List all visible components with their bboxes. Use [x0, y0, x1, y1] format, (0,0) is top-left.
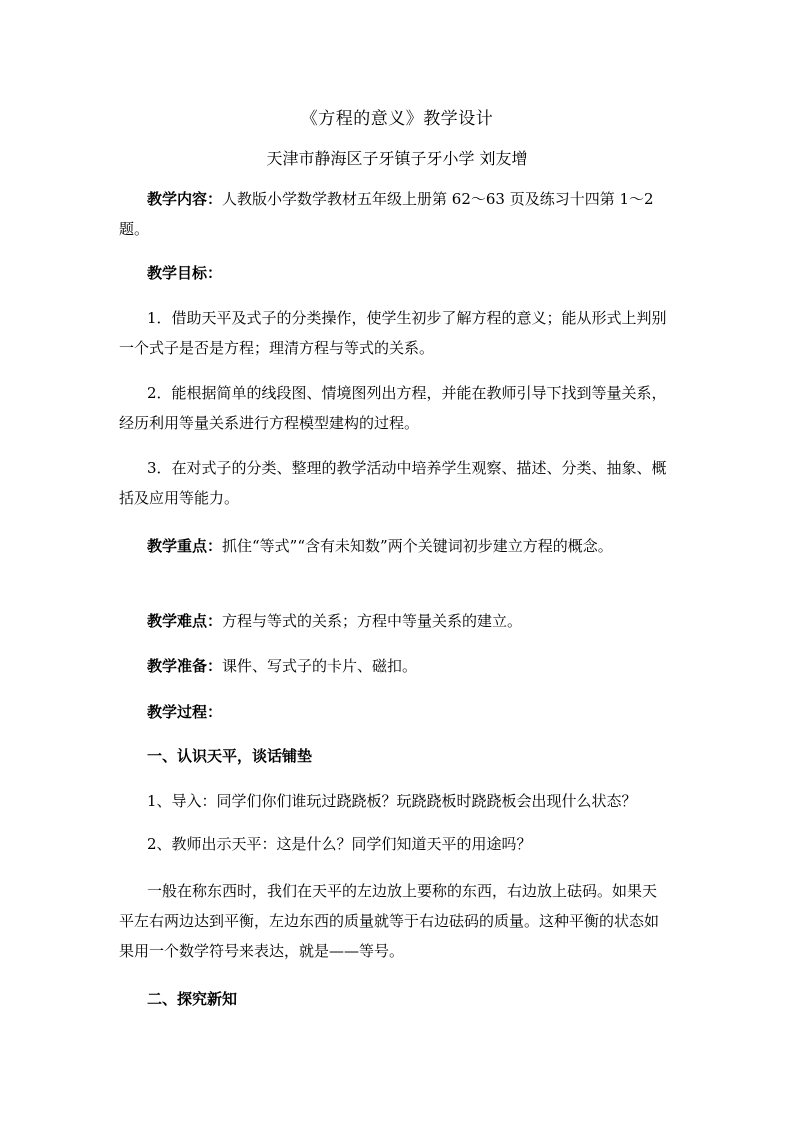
teaching-keypoint-label: 教学重点：: [147, 537, 223, 555]
section-2-heading: 二、探究新知: [147, 990, 238, 1008]
teaching-preparation-label: 教学准备：: [147, 657, 223, 675]
teaching-content: [119, 184, 671, 244]
teaching-difficulty-text: 方程与等式的关系；方程中等量关系的建立。: [222, 612, 523, 630]
step-2: 2、教师出示天平：这是什么？同学们知道天平的用途吗？: [147, 835, 532, 853]
teaching-difficulty: [119, 606, 671, 636]
section-1-heading: 一、认识天平，谈话铺垫: [147, 747, 313, 765]
teaching-keypoint-text: 抓住“等式”“含有未知数”两个关键词初步建立方程的概念。: [222, 537, 613, 555]
goal-item-1: 1．借助天平及式子的分类操作，使学生初步了解方程的意义；能从形式上判别一个式子是否是方程；理清方程与等式的关系。: [119, 309, 667, 357]
goal-item-2: 2．能根据简单的线段图、情境图列出方程，并能在教师引导下找到等量关系，经历利用等量关系进行方程模型建构的过程。: [119, 384, 667, 432]
teaching-preparation: [119, 651, 671, 681]
author-line: 天津市静海区子牙镇子牙小学 刘友增: [266, 149, 528, 168]
teaching-difficulty-label: 教学难点：: [147, 612, 223, 630]
document-title: 《方程的意义》教学设计: [300, 109, 494, 129]
balance-explanation: 一般在称东西时，我们在天平的左边放上要称的东西，右边放上砝码。如果天平左右两边达到平衡，左边东西的质量就等于右边砝码的质量。这种平衡的状态如果用一个数学符号来表达，就是——等号。: [119, 882, 660, 960]
teaching-process-label: 教学过程：: [147, 703, 223, 721]
step-1: 1、导入：同学们你们谁玩过跷跷板？玩跷跷板时跷跷板会出现什么状态？: [147, 792, 637, 810]
teaching-preparation-text: 课件、写式子的卡片、磁扣。: [222, 657, 418, 675]
teaching-content-text: 人教版小学数学教材五年级上册第 62～63 页及练习十四第 1～2 题。: [119, 190, 654, 238]
goal-item-3: 3．在对式子的分类、整理的教学活动中培养学生观察、描述、分类、抽象、概括及应用等能力。: [119, 459, 667, 507]
teaching-content-label: 教学内容：: [147, 190, 223, 208]
teaching-keypoint: [119, 531, 671, 561]
teaching-goals-label: 教学目标：: [147, 264, 223, 282]
